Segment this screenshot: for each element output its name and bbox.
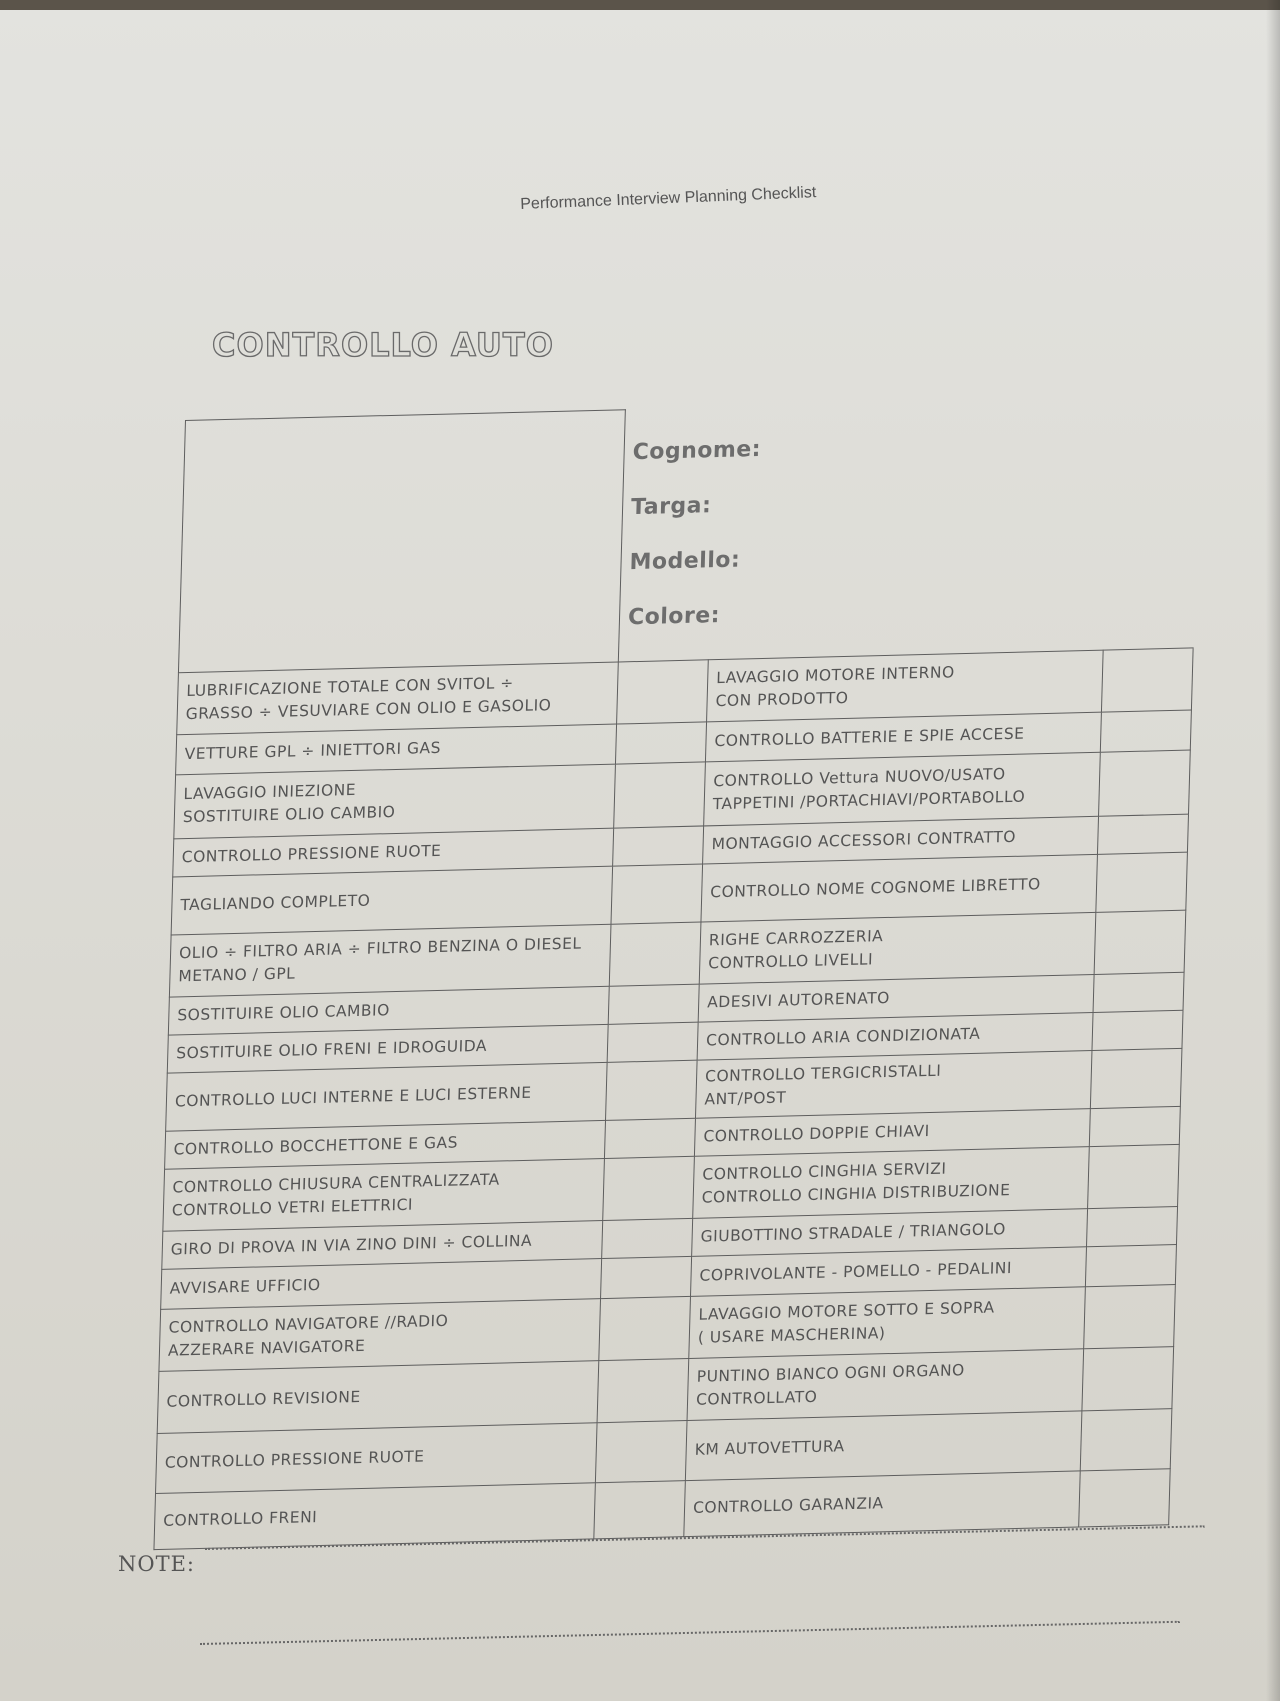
task-label-left: CONTROLLO BOCCHETTONE E GAS [165, 1120, 606, 1169]
checkbox-cell-left[interactable] [614, 761, 706, 827]
task-label-left: CONTROLLO REVISIONE [157, 1360, 599, 1433]
checkbox-cell-left[interactable] [601, 1256, 692, 1298]
task-label-right: LAVAGGIO MOTORE INTERNO CON PRODOTTO [707, 650, 1104, 722]
document-title: CONTROLLO AUTO [212, 326, 554, 364]
task-label-right: CONTROLLO NOME COGNOME LIBRETTO [701, 854, 1098, 922]
checkbox-cell-right[interactable] [1100, 709, 1191, 751]
checkbox-cell-right[interactable] [1080, 1408, 1172, 1470]
checkbox-cell-right[interactable] [1097, 814, 1188, 854]
checkbox-cell-right[interactable] [1092, 1010, 1183, 1050]
checkbox-cell-right[interactable] [1084, 1284, 1176, 1348]
task-label-right: CONTROLLO DOPPIE CHIAVI [694, 1108, 1090, 1156]
checkbox-cell-left[interactable] [595, 1420, 687, 1482]
checkbox-cell-left[interactable] [602, 1218, 693, 1258]
note-label: NOTE: [118, 1552, 196, 1576]
task-label-left: SOSTITUIRE OLIO CAMBIO [168, 986, 609, 1035]
checkbox-cell-left[interactable] [617, 659, 709, 723]
surname-label: Cognome: [632, 436, 762, 465]
task-label-right: PUNTINO BIANCO OGNI ORGANO CONTROLLATO [687, 1348, 1084, 1420]
checkbox-cell-right[interactable] [1096, 852, 1188, 912]
checkbox-cell-right[interactable] [1099, 750, 1191, 816]
checkbox-cell-right[interactable] [1093, 972, 1184, 1012]
checkbox-cell-left[interactable] [611, 863, 703, 923]
page-shadow [1266, 0, 1280, 1701]
task-label-left: CONTROLLO NAVIGATORE //RADIO AZZERARE NAVIGATORE [159, 1298, 601, 1371]
task-label-left: VETTURE GPL ÷ INIETTORI GAS [176, 724, 617, 775]
task-label-right: CONTROLLO TERGICRISTALLI ANT/POST [695, 1050, 1092, 1118]
plate-label: Targa: [630, 492, 712, 520]
checkbox-cell-right[interactable] [1085, 1244, 1176, 1286]
task-label-left: CONTROLLO CHIUSURA CENTRALIZZATA CONTROLLO VETRI ELETTRICI [163, 1158, 605, 1231]
model-label: Modello: [629, 546, 741, 575]
task-label-left: CONTROLLO PRESSIONE RUOTE [156, 1422, 598, 1493]
task-label-left: AVVISARE UFFICIO [161, 1258, 602, 1309]
checkbox-cell-left[interactable] [608, 984, 699, 1024]
checkbox-cell-left[interactable] [613, 825, 704, 865]
checkbox-cell-left[interactable] [607, 1022, 698, 1062]
checkbox-cell-right[interactable] [1101, 647, 1193, 711]
checkbox-cell-left[interactable] [615, 721, 706, 763]
task-label-left: TAGLIANDO COMPLETO [171, 866, 612, 935]
color-label: Colore: [627, 602, 721, 630]
checkbox-cell-left[interactable] [594, 1480, 686, 1538]
checkbox-cell-right[interactable] [1088, 1144, 1180, 1208]
task-label-left: LUBRIFICAZIONE TOTALE CON SVITOL ÷ GRASSO ÷ VESUVIARE CON OLIO E GASOLIO [177, 661, 619, 734]
task-label-right: COPRIVOLANTE - POMELLO - PEDALINI [691, 1246, 1087, 1296]
task-label-right: CONTROLLO CINGHIA SERVIZI CONTROLLO CINGHIA DISTRIBUZIONE [693, 1146, 1090, 1218]
checkbox-cell-left[interactable] [599, 1296, 691, 1360]
header-empty-cell [178, 410, 625, 672]
checkbox-cell-right[interactable] [1090, 1048, 1182, 1108]
task-label-left: SOSTITUIRE OLIO FRENI E IDROGUIDA [167, 1024, 608, 1073]
checkbox-cell-right[interactable] [1089, 1106, 1180, 1146]
checkbox-cell-right[interactable] [1087, 1206, 1178, 1246]
task-label-right: LAVAGGIO MOTORE SOTTO E SOPRA ( USARE MASCHERINA) [689, 1286, 1086, 1358]
page-top-edge [0, 0, 1280, 10]
checkbox-cell-left[interactable] [604, 1118, 695, 1158]
task-label-left: CONTROLLO LUCI INTERNE E LUCI ESTERNE [166, 1062, 607, 1131]
note-line-2 [200, 1621, 1180, 1645]
vehicle-info-cell [618, 396, 1200, 662]
task-label-right: GIUBOTTINO STRADALE / TRIANGOLO [692, 1208, 1088, 1256]
task-label-right: CONTROLLO Vettura NUOVO/USATO TAPPETINI /PORTACHIAVI/PORTABOLLO [704, 752, 1101, 826]
info-header-row [178, 396, 1200, 673]
checkbox-cell-right[interactable] [1079, 1468, 1171, 1526]
task-label-right: KM AUTOVETTURA [685, 1410, 1082, 1480]
task-label-left: CONTROLLO FRENI [154, 1482, 595, 1549]
task-label-right: RIGHE CARROZZERIA CONTROLLO LIVELLI [699, 912, 1096, 984]
task-label-left: CONTROLLO PRESSIONE RUOTE [173, 828, 614, 877]
task-label-right: ADESIVI AUTORENATO [698, 974, 1094, 1022]
checkbox-cell-right[interactable] [1094, 910, 1186, 974]
task-label-right: CONTROLLO ARIA CONDIZIONATA [697, 1012, 1093, 1060]
task-label-right: MONTAGGIO ACCESSORI CONTRATTO [703, 816, 1099, 864]
header-title: Performance Interview Planning Checklist [520, 184, 817, 213]
task-label-left: GIRO DI PROVA IN VIA ZINO DINI ÷ COLLINA [162, 1220, 603, 1269]
task-label-left: OLIO ÷ FILTRO ARIA ÷ FILTRO BENZINA O DIESEL METANO / GPL [169, 924, 611, 997]
checkbox-cell-right[interactable] [1082, 1346, 1174, 1410]
checklist-form [153, 395, 1199, 1549]
checkbox-cell-left[interactable] [606, 1060, 698, 1120]
task-label-right: CONTROLLO BATTERIE E SPIE ACCESE [705, 712, 1101, 762]
task-label-left: LAVAGGIO INIEZIONE SOSTITUIRE OLIO CAMBIO [174, 764, 616, 839]
task-label-right: CONTROLLO GARANZIA [684, 1470, 1080, 1536]
checkbox-cell-left[interactable] [603, 1156, 695, 1220]
checkbox-cell-left[interactable] [609, 922, 701, 986]
checklist-table [153, 395, 1200, 1549]
checkbox-cell-left[interactable] [597, 1358, 689, 1422]
